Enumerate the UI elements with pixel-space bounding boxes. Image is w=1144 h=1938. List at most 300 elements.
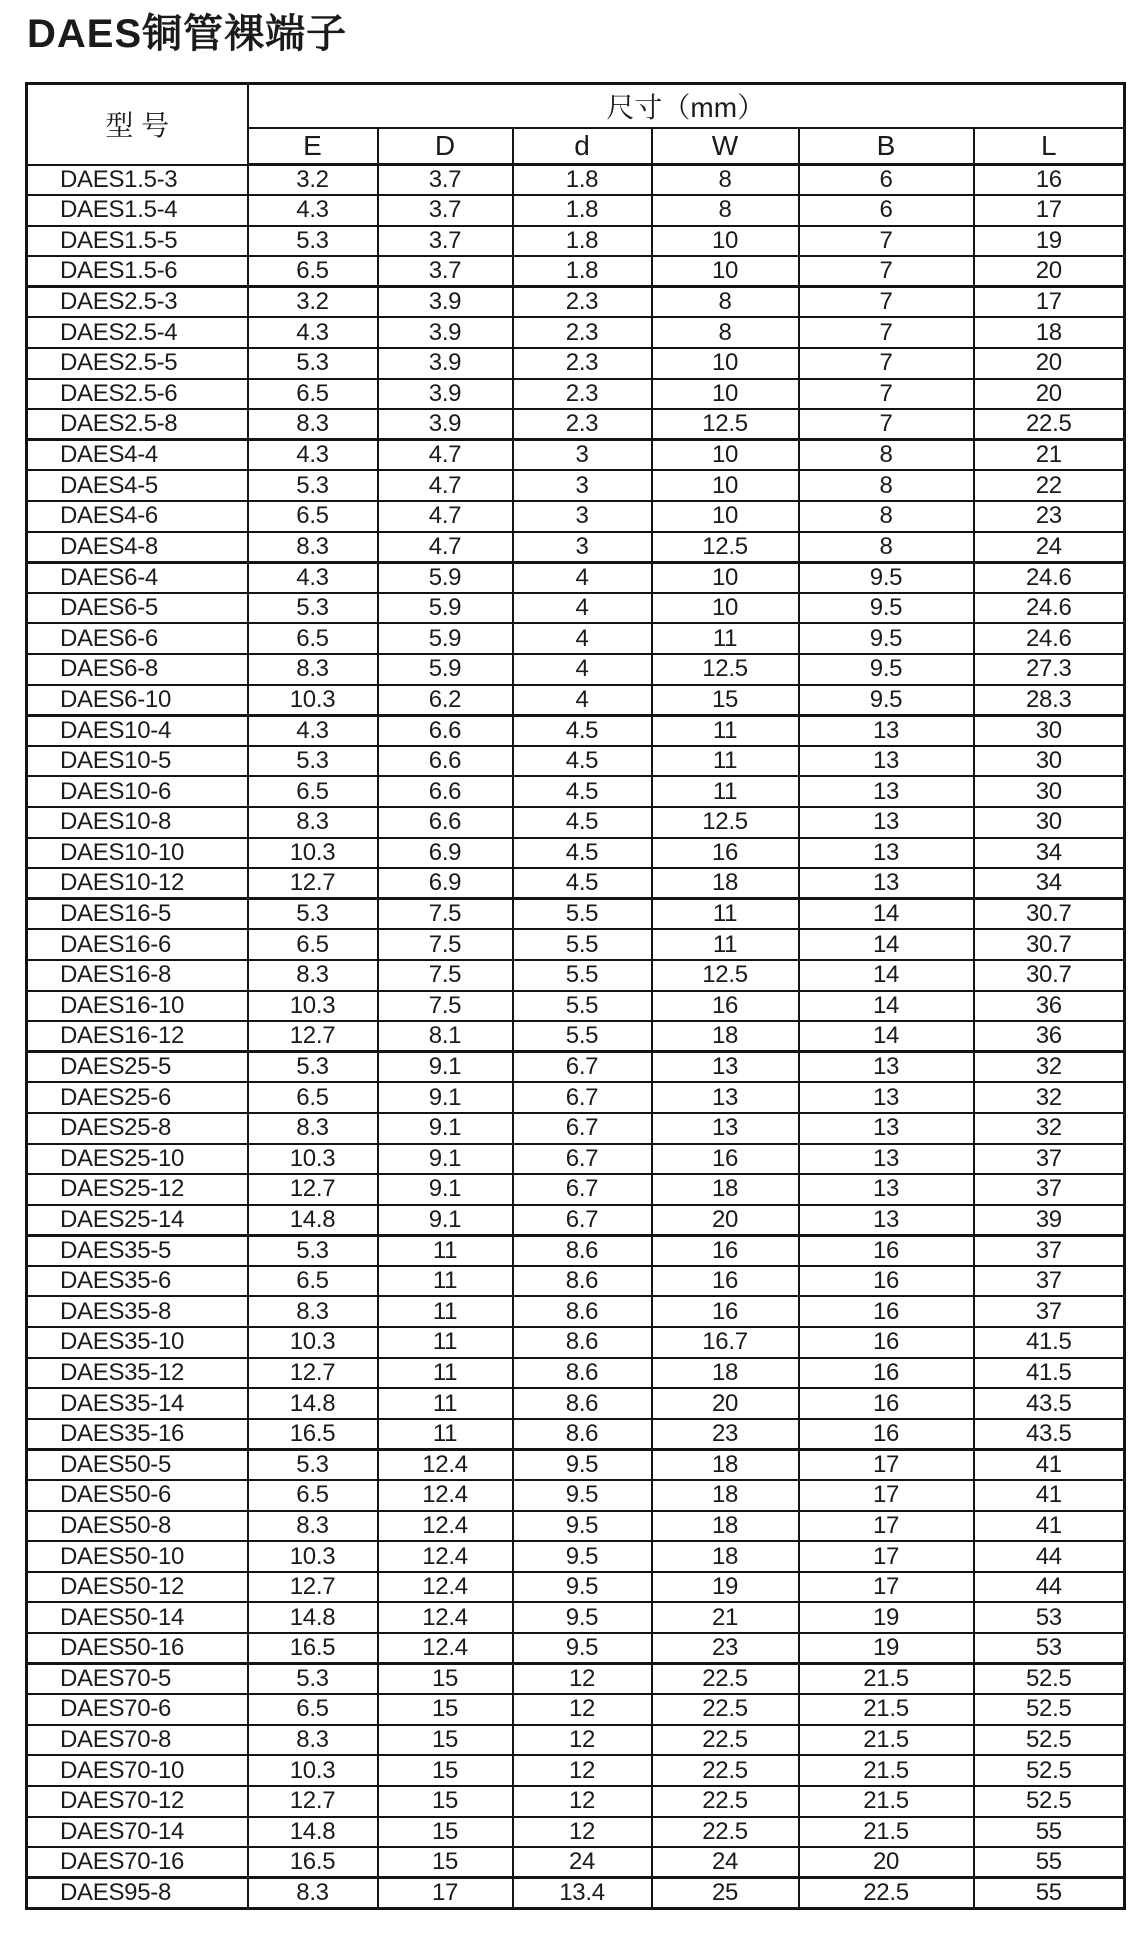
value-cell: 9.5 [799,654,974,685]
value-cell: 13 [799,1205,974,1236]
value-cell: 17 [799,1511,974,1542]
table-row [27,165,1125,196]
value-cell: 10.3 [248,1327,378,1358]
table-row [27,317,1125,348]
model-cell: DAES10-4 [27,715,248,746]
value-cell: 4.5 [513,776,652,807]
value-cell: 4 [513,654,652,685]
value-cell: 9.1 [378,1113,513,1144]
value-cell: 4.7 [378,532,513,563]
value-cell: 8.3 [248,807,378,838]
value-cell: 6.5 [248,776,378,807]
table-row [27,960,1125,991]
value-cell: 4.7 [378,470,513,501]
value-cell: 4.5 [513,715,652,746]
table-row [27,1205,1125,1236]
value-cell: 44 [974,1572,1125,1603]
table-row [27,838,1125,869]
value-cell: 14 [799,1021,974,1052]
value-cell: 10 [652,501,799,532]
model-cell: DAES70-12 [27,1786,248,1817]
value-cell: 6.7 [513,1144,652,1175]
model-cell: DAES16-10 [27,991,248,1022]
value-cell: 9.5 [513,1449,652,1480]
value-cell: 17 [799,1541,974,1572]
table-row [27,715,1125,746]
value-cell: 6.5 [248,929,378,960]
value-cell: 13 [652,1052,799,1083]
value-cell: 9.5 [513,1541,652,1572]
column-header-B: B [799,128,974,165]
table-row [27,807,1125,838]
value-cell: 10.3 [248,838,378,869]
column-header-E: E [248,128,378,165]
value-cell: 16.5 [248,1847,378,1878]
value-cell: 17 [799,1480,974,1511]
value-cell: 4.5 [513,868,652,899]
value-cell: 13 [799,746,974,777]
value-cell: 15 [378,1725,513,1756]
table-row [27,1847,1125,1878]
value-cell: 3.7 [378,226,513,257]
value-cell: 24.6 [974,623,1125,654]
value-cell: 9.5 [513,1572,652,1603]
value-cell: 12 [513,1817,652,1848]
value-cell: 55 [974,1817,1125,1848]
value-cell: 8.3 [248,654,378,685]
value-cell: 16 [974,165,1125,196]
model-cell: DAES70-5 [27,1664,248,1695]
value-cell: 8.6 [513,1358,652,1389]
value-cell: 12.7 [248,1358,378,1389]
model-cell: DAES35-12 [27,1358,248,1389]
value-cell: 8.3 [248,1113,378,1144]
value-cell: 12.5 [652,654,799,685]
model-cell: DAES16-12 [27,1021,248,1052]
value-cell: 3.7 [378,256,513,287]
value-cell: 6.7 [513,1205,652,1236]
value-cell: 18 [652,1449,799,1480]
value-cell: 14 [799,899,974,930]
value-cell: 5.3 [248,1235,378,1266]
value-cell: 3 [513,501,652,532]
table-row [27,1480,1125,1511]
value-cell: 16.7 [652,1327,799,1358]
table-row [27,1602,1125,1633]
value-cell: 39 [974,1205,1125,1236]
value-cell: 55 [974,1878,1125,1909]
value-cell: 7 [799,256,974,287]
value-cell: 13 [799,1174,974,1205]
value-cell: 5.5 [513,899,652,930]
value-cell: 23 [974,501,1125,532]
value-cell: 17 [378,1878,513,1909]
value-cell: 13 [652,1082,799,1113]
value-cell: 24 [513,1847,652,1878]
value-cell: 13 [799,838,974,869]
value-cell: 4.7 [378,501,513,532]
value-cell: 20 [652,1388,799,1419]
value-cell: 5.3 [248,899,378,930]
value-cell: 8 [799,440,974,471]
model-cell: DAES6-5 [27,593,248,624]
value-cell: 4 [513,593,652,624]
value-cell: 30.7 [974,899,1125,930]
table-row [27,501,1125,532]
value-cell: 12 [513,1694,652,1725]
dimensions-header: 尺寸（mm） [248,84,1125,128]
value-cell: 11 [652,899,799,930]
value-cell: 5.5 [513,929,652,960]
value-cell: 8.3 [248,409,378,440]
value-cell: 14 [799,960,974,991]
value-cell: 53 [974,1633,1125,1664]
value-cell: 18 [652,1511,799,1542]
table-body [27,165,1125,1909]
model-cell: DAES35-14 [27,1388,248,1419]
value-cell: 37 [974,1174,1125,1205]
value-cell: 13 [799,1113,974,1144]
table-row [27,1786,1125,1817]
value-cell: 8.3 [248,1296,378,1327]
value-cell: 9.1 [378,1052,513,1083]
model-cell: DAES2.5-8 [27,409,248,440]
value-cell: 7 [799,287,974,318]
value-cell: 15 [378,1664,513,1695]
value-cell: 15 [652,685,799,716]
value-cell: 9.5 [799,562,974,593]
table-row [27,654,1125,685]
model-cell: DAES70-6 [27,1694,248,1725]
value-cell: 22 [974,470,1125,501]
table-row [27,1388,1125,1419]
value-cell: 8 [799,501,974,532]
model-cell: DAES50-6 [27,1480,248,1511]
value-cell: 5.3 [248,1052,378,1083]
value-cell: 5.5 [513,960,652,991]
value-cell: 16 [652,838,799,869]
model-cell: DAES10-5 [27,746,248,777]
table-row [27,991,1125,1022]
value-cell: 11 [652,929,799,960]
value-cell: 12.7 [248,1786,378,1817]
value-cell: 18 [652,1021,799,1052]
value-cell: 7 [799,409,974,440]
value-cell: 22.5 [799,1878,974,1909]
value-cell: 24.6 [974,593,1125,624]
model-cell: DAES35-10 [27,1327,248,1358]
value-cell: 11 [378,1358,513,1389]
value-cell: 7 [799,317,974,348]
model-cell: DAES1.5-4 [27,195,248,226]
value-cell: 5.3 [248,746,378,777]
table-header [27,84,1125,165]
value-cell: 21.5 [799,1817,974,1848]
value-cell: 8.3 [248,960,378,991]
value-cell: 21.5 [799,1664,974,1695]
value-cell: 6.6 [378,776,513,807]
value-cell: 24 [652,1847,799,1878]
value-cell: 6.6 [378,715,513,746]
value-cell: 6.5 [248,623,378,654]
model-cell: DAES2.5-3 [27,287,248,318]
value-cell: 12.5 [652,960,799,991]
value-cell: 6.5 [248,1480,378,1511]
value-cell: 5.3 [248,348,378,379]
value-cell: 12.4 [378,1449,513,1480]
value-cell: 43.5 [974,1419,1125,1450]
table-row [27,593,1125,624]
value-cell: 17 [974,195,1125,226]
model-cell: DAES35-6 [27,1266,248,1297]
value-cell: 8.6 [513,1235,652,1266]
value-cell: 6.7 [513,1082,652,1113]
value-cell: 6.7 [513,1174,652,1205]
value-cell: 6 [799,165,974,196]
value-cell: 5.3 [248,1664,378,1695]
value-cell: 30 [974,746,1125,777]
value-cell: 30.7 [974,960,1125,991]
value-cell: 4.7 [378,440,513,471]
value-cell: 17 [799,1572,974,1603]
value-cell: 19 [652,1572,799,1603]
value-cell: 2.3 [513,409,652,440]
value-cell: 4.3 [248,715,378,746]
value-cell: 18 [652,868,799,899]
value-cell: 9.1 [378,1144,513,1175]
value-cell: 30 [974,807,1125,838]
value-cell: 8.6 [513,1327,652,1358]
value-cell: 12.7 [248,1174,378,1205]
value-cell: 12 [513,1755,652,1786]
value-cell: 21 [652,1602,799,1633]
model-cell: DAES10-8 [27,807,248,838]
column-header-d: d [513,128,652,165]
table-row [27,1174,1125,1205]
value-cell: 13 [799,776,974,807]
value-cell: 8.3 [248,1725,378,1756]
value-cell: 20 [974,379,1125,410]
table-row [27,440,1125,471]
table-row [27,226,1125,257]
value-cell: 11 [378,1296,513,1327]
value-cell: 52.5 [974,1755,1125,1786]
model-cell: DAES1.5-6 [27,256,248,287]
value-cell: 5.3 [248,1449,378,1480]
value-cell: 13 [799,1082,974,1113]
value-cell: 24 [974,532,1125,563]
value-cell: 21.5 [799,1694,974,1725]
value-cell: 12.4 [378,1602,513,1633]
value-cell: 37 [974,1144,1125,1175]
table-row [27,868,1125,899]
value-cell: 15 [378,1817,513,1848]
table-row [27,287,1125,318]
model-cell: DAES25-8 [27,1113,248,1144]
model-cell: DAES10-6 [27,776,248,807]
value-cell: 2.3 [513,348,652,379]
value-cell: 14 [799,991,974,1022]
value-cell: 10.3 [248,685,378,716]
value-cell: 19 [974,226,1125,257]
model-cell: DAES50-5 [27,1449,248,1480]
value-cell: 7.5 [378,929,513,960]
model-cell: DAES6-6 [27,623,248,654]
value-cell: 10.3 [248,991,378,1022]
value-cell: 8.6 [513,1296,652,1327]
value-cell: 41 [974,1449,1125,1480]
value-cell: 10 [652,226,799,257]
value-cell: 6.6 [378,807,513,838]
table-row [27,623,1125,654]
value-cell: 12.5 [652,807,799,838]
value-cell: 12.5 [652,409,799,440]
value-cell: 16.5 [248,1633,378,1664]
model-column-header: 型 号 [27,84,248,165]
table-row [27,1511,1125,1542]
value-cell: 3.2 [248,287,378,318]
value-cell: 6.5 [248,1266,378,1297]
model-cell: DAES4-5 [27,470,248,501]
value-cell: 16.5 [248,1419,378,1450]
value-cell: 20 [974,348,1125,379]
value-cell: 9.5 [513,1602,652,1633]
model-cell: DAES35-8 [27,1296,248,1327]
value-cell: 37 [974,1296,1125,1327]
value-cell: 4.5 [513,746,652,777]
value-cell: 7 [799,379,974,410]
value-cell: 3.7 [378,195,513,226]
value-cell: 22.5 [652,1786,799,1817]
value-cell: 9.5 [799,623,974,654]
value-cell: 22.5 [652,1725,799,1756]
model-cell: DAES16-8 [27,960,248,991]
value-cell: 10.3 [248,1541,378,1572]
value-cell: 11 [652,746,799,777]
value-cell: 6.9 [378,868,513,899]
value-cell: 32 [974,1113,1125,1144]
value-cell: 12 [513,1725,652,1756]
value-cell: 6.6 [378,746,513,777]
value-cell: 18 [652,1541,799,1572]
value-cell: 7.5 [378,991,513,1022]
value-cell: 11 [652,776,799,807]
model-cell: DAES10-10 [27,838,248,869]
value-cell: 9.5 [799,685,974,716]
value-cell: 12.4 [378,1480,513,1511]
table-row [27,1817,1125,1848]
value-cell: 12.4 [378,1511,513,1542]
value-cell: 52.5 [974,1664,1125,1695]
table-row [27,685,1125,716]
value-cell: 30 [974,715,1125,746]
value-cell: 4 [513,623,652,654]
value-cell: 8.6 [513,1388,652,1419]
table-row [27,1327,1125,1358]
value-cell: 41 [974,1511,1125,1542]
value-cell: 37 [974,1235,1125,1266]
model-cell: DAES16-6 [27,929,248,960]
model-cell: DAES25-14 [27,1205,248,1236]
table-row [27,1358,1125,1389]
value-cell: 10 [652,440,799,471]
model-cell: DAES1.5-5 [27,226,248,257]
value-cell: 16 [652,1296,799,1327]
model-cell: DAES10-12 [27,868,248,899]
value-cell: 5.9 [378,654,513,685]
value-cell: 27.3 [974,654,1125,685]
value-cell: 13 [799,1052,974,1083]
value-cell: 8 [652,165,799,196]
value-cell: 3.9 [378,348,513,379]
value-cell: 25 [652,1878,799,1909]
value-cell: 2.3 [513,317,652,348]
value-cell: 32 [974,1052,1125,1083]
model-cell: DAES70-8 [27,1725,248,1756]
value-cell: 20 [652,1205,799,1236]
value-cell: 5.9 [378,593,513,624]
value-cell: 7 [799,226,974,257]
model-cell: DAES50-16 [27,1633,248,1664]
value-cell: 32 [974,1082,1125,1113]
model-cell: DAES95-8 [27,1878,248,1909]
table-row [27,1419,1125,1450]
table-row [27,532,1125,563]
value-cell: 4 [513,685,652,716]
table-row [27,409,1125,440]
table-row [27,1021,1125,1052]
value-cell: 11 [652,623,799,654]
value-cell: 41.5 [974,1327,1125,1358]
value-cell: 3.9 [378,317,513,348]
value-cell: 10 [652,470,799,501]
value-cell: 15 [378,1755,513,1786]
table-row [27,1541,1125,1572]
model-cell: DAES2.5-4 [27,317,248,348]
value-cell: 9.5 [513,1511,652,1542]
value-cell: 6.7 [513,1113,652,1144]
value-cell: 30 [974,776,1125,807]
model-cell: DAES6-4 [27,562,248,593]
value-cell: 24.6 [974,562,1125,593]
value-cell: 22.5 [652,1694,799,1725]
value-cell: 4.3 [248,562,378,593]
value-cell: 8 [652,195,799,226]
value-cell: 9.5 [513,1633,652,1664]
table-row [27,1694,1125,1725]
value-cell: 6.7 [513,1052,652,1083]
value-cell: 14.8 [248,1602,378,1633]
value-cell: 13 [652,1113,799,1144]
table-row [27,929,1125,960]
value-cell: 5.9 [378,623,513,654]
value-cell: 13 [799,715,974,746]
model-cell: DAES25-12 [27,1174,248,1205]
value-cell: 13 [799,807,974,838]
value-cell: 10 [652,348,799,379]
value-cell: 36 [974,991,1125,1022]
value-cell: 9.5 [513,1480,652,1511]
model-cell: DAES2.5-5 [27,348,248,379]
table-row [27,470,1125,501]
value-cell: 7.5 [378,960,513,991]
value-cell: 21 [974,440,1125,471]
table-row [27,348,1125,379]
value-cell: 8.3 [248,1878,378,1909]
value-cell: 9.5 [799,593,974,624]
value-cell: 22.5 [652,1664,799,1695]
value-cell: 8 [652,317,799,348]
